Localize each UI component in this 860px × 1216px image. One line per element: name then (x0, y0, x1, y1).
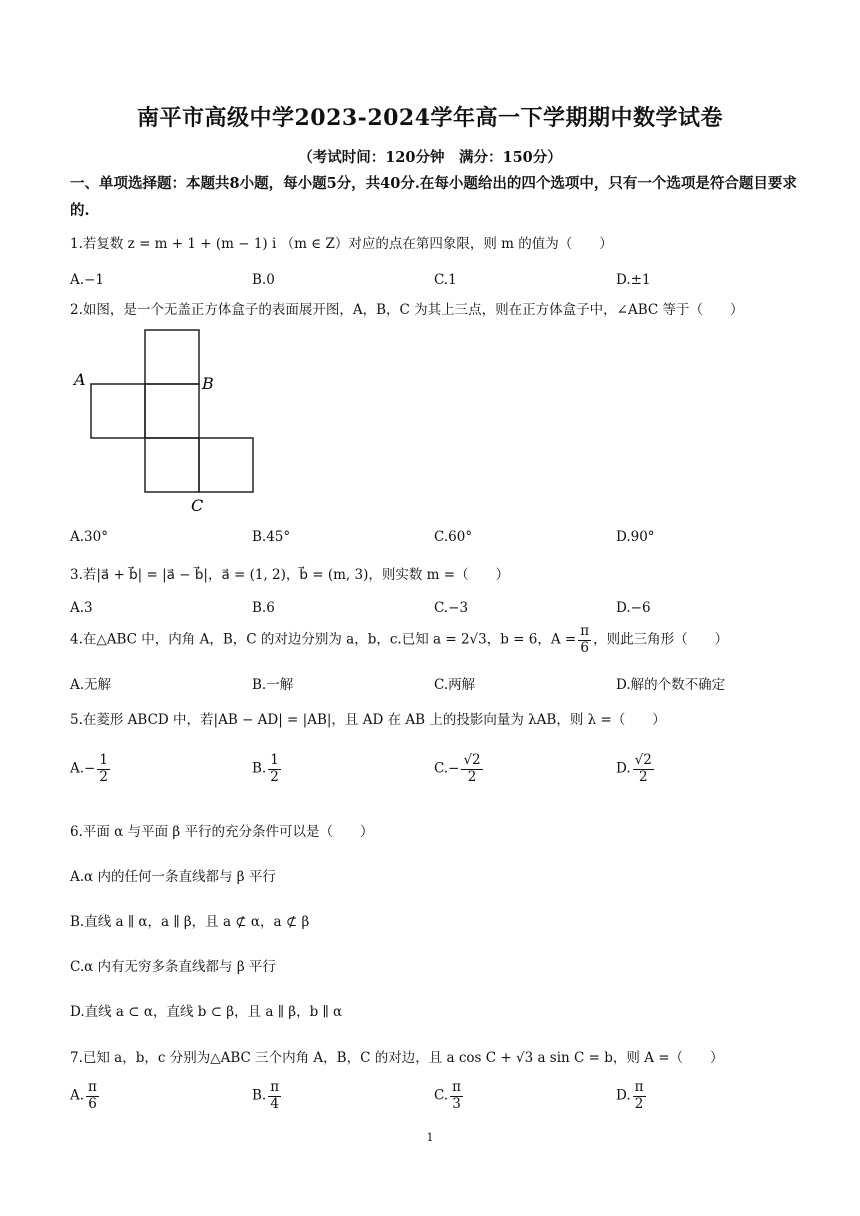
question-4-option-b[interactable]: B.一解 (252, 677, 294, 693)
question-4-stem-part-1: 4.在△ABC 中，内角 A，B，C 的对边分别为 a，b，c.已知 a = 2√3，b = 6，A = (70, 631, 577, 648)
question-5-option-d[interactable] (616, 753, 656, 785)
fraction-denominator: 6 (580, 639, 589, 656)
question-4-option-d[interactable]: D.解的个数不确定 (616, 677, 726, 693)
option-label: B. (252, 760, 267, 777)
question-6-option-c[interactable]: C.α 内有无穷多条直线都与 β 平行 (70, 959, 276, 975)
question-2-option-c[interactable]: C.60° (434, 529, 473, 545)
option-label: A. (70, 760, 85, 777)
section-heading: 一、单项选择题：本题共8小题，每小题5分，共40分.在每小题给出的四个选项中，只有一个选项是符合题目要求的. (70, 175, 797, 219)
fraction-numerator: π (452, 1079, 462, 1095)
option-label: D. (616, 760, 631, 777)
question-6-option-d[interactable]: D.直线 a ⊂ α，直线 b ⊂ β，且 a ∥ β，b ∥ α (70, 1004, 343, 1020)
question-4-stem (70, 624, 728, 656)
option-sign: − (448, 760, 460, 777)
fraction-numerator: π (580, 623, 590, 639)
fraction-numerator: √2 (463, 752, 481, 768)
question-7-option-c[interactable] (434, 1080, 465, 1112)
question-3-option-d[interactable]: D.−6 (616, 600, 651, 616)
net-square (145, 384, 199, 438)
option-label: D. (616, 1087, 631, 1104)
fraction-denominator: 2 (99, 768, 108, 785)
net-square (145, 438, 199, 492)
question-2-option-d[interactable]: D.90° (616, 529, 655, 545)
question-1-stem: 1.若复数 z = m + 1 + (m − 1) i （m ∈ Z）对应的点在第四象限，则 m 的值为（ ） (70, 236, 613, 252)
fraction-numerator: 1 (99, 752, 108, 768)
option-fraction (450, 1080, 463, 1112)
option-fraction (268, 753, 281, 785)
option-label: B. (252, 1087, 267, 1104)
question-4-option-a[interactable]: A.无解 (70, 677, 112, 693)
point-label-b: B (202, 374, 214, 393)
question-3-option-a[interactable]: A.3 (70, 600, 93, 616)
fraction-numerator: π (270, 1079, 280, 1095)
cube-net-figure (70, 325, 270, 520)
net-square (199, 438, 253, 492)
fraction-numerator: 1 (270, 752, 279, 768)
exam-subtitle: （考试时间：120分钟 满分：150分） (298, 149, 562, 166)
question-4-stem-part-2: ，则此三角形（ ） (593, 631, 729, 648)
option-fraction (633, 753, 654, 785)
fraction-numerator: π (88, 1079, 97, 1095)
point-label-c: C (191, 496, 204, 515)
question-2-option-b[interactable]: B.45° (252, 529, 291, 545)
question-1-option-b[interactable]: B.0 (252, 272, 275, 288)
question-2-option-a[interactable]: A.30° (70, 529, 108, 545)
question-7-option-d[interactable] (616, 1080, 648, 1112)
fraction-denominator: 2 (634, 1095, 644, 1112)
question-5-option-c[interactable] (434, 753, 485, 785)
question-6-option-b[interactable]: B.直线 a ∥ α，a ∥ β，且 a ⊄ α，a ⊄ β (70, 914, 310, 930)
question-3-stem: 3.若|a⃗ + b⃗| = |a⃗ − b⃗|，a⃗ = (1, 2)，b⃗ = (m, 3)，则实数 m =（ ） (70, 567, 510, 583)
page-number: 1 (426, 1131, 434, 1144)
option-fraction (268, 1080, 281, 1112)
question-5-stem: 5.在菱形 ABCD 中，若|AB − AD| = |AB|，且 AD 在 AB 上的投影向量为 λAB，则 λ =（ ） (70, 712, 666, 728)
fraction-denominator: 3 (452, 1095, 461, 1112)
option-sign: − (84, 760, 96, 777)
option-fraction (461, 753, 482, 785)
fraction-denominator: 2 (270, 768, 279, 785)
question-4-fraction (578, 624, 591, 656)
question-1-option-c[interactable]: C.1 (434, 272, 457, 288)
question-5-option-a[interactable] (70, 753, 112, 785)
fraction-denominator: 6 (88, 1095, 97, 1112)
question-3-option-c[interactable]: C.−3 (434, 600, 469, 616)
question-5-option-b[interactable] (252, 753, 283, 785)
fraction-numerator: √2 (634, 752, 652, 768)
question-7-option-b[interactable] (252, 1080, 283, 1112)
option-fraction (86, 1080, 99, 1112)
option-fraction (97, 753, 110, 785)
question-1-option-a[interactable]: A.−1 (70, 272, 104, 288)
fraction-numerator: π (634, 1079, 644, 1095)
exam-title: 南平市高级中学2023-2024学年高一下学期期中数学试卷 (136, 105, 724, 131)
fraction-denominator: 4 (270, 1095, 279, 1112)
option-label: C. (434, 760, 449, 777)
net-square (91, 384, 145, 438)
question-1-option-d[interactable]: D.±1 (616, 272, 651, 288)
fraction-denominator: 2 (467, 768, 477, 785)
option-fraction (633, 1080, 646, 1112)
question-7-stem: 7.已知 a，b，c 分别为△ABC 三个内角 A，B，C 的对边，且 a cos C + √3 a sin C = b，则 A =（ ） (70, 1050, 724, 1066)
option-label: A. (70, 1087, 85, 1104)
question-3-option-b[interactable]: B.6 (252, 600, 275, 616)
option-label: C. (434, 1087, 449, 1104)
fraction-denominator: 2 (638, 768, 648, 785)
question-6-stem: 6.平面 α 与平面 β 平行的充分条件可以是（ ） (70, 824, 374, 840)
question-4-option-c[interactable]: C.两解 (434, 677, 476, 693)
question-6-option-a[interactable]: A.α 内的任何一条直线都与 β 平行 (70, 869, 276, 885)
net-square (145, 330, 199, 384)
point-label-a: A (74, 370, 86, 389)
question-2-stem: 2.如图，是一个无盖正方体盒子的表面展开图，A，B，C 为其上三点，则在正方体盒子中，∠ABC 等于（ ） (70, 302, 744, 318)
question-7-option-a[interactable] (70, 1080, 101, 1112)
